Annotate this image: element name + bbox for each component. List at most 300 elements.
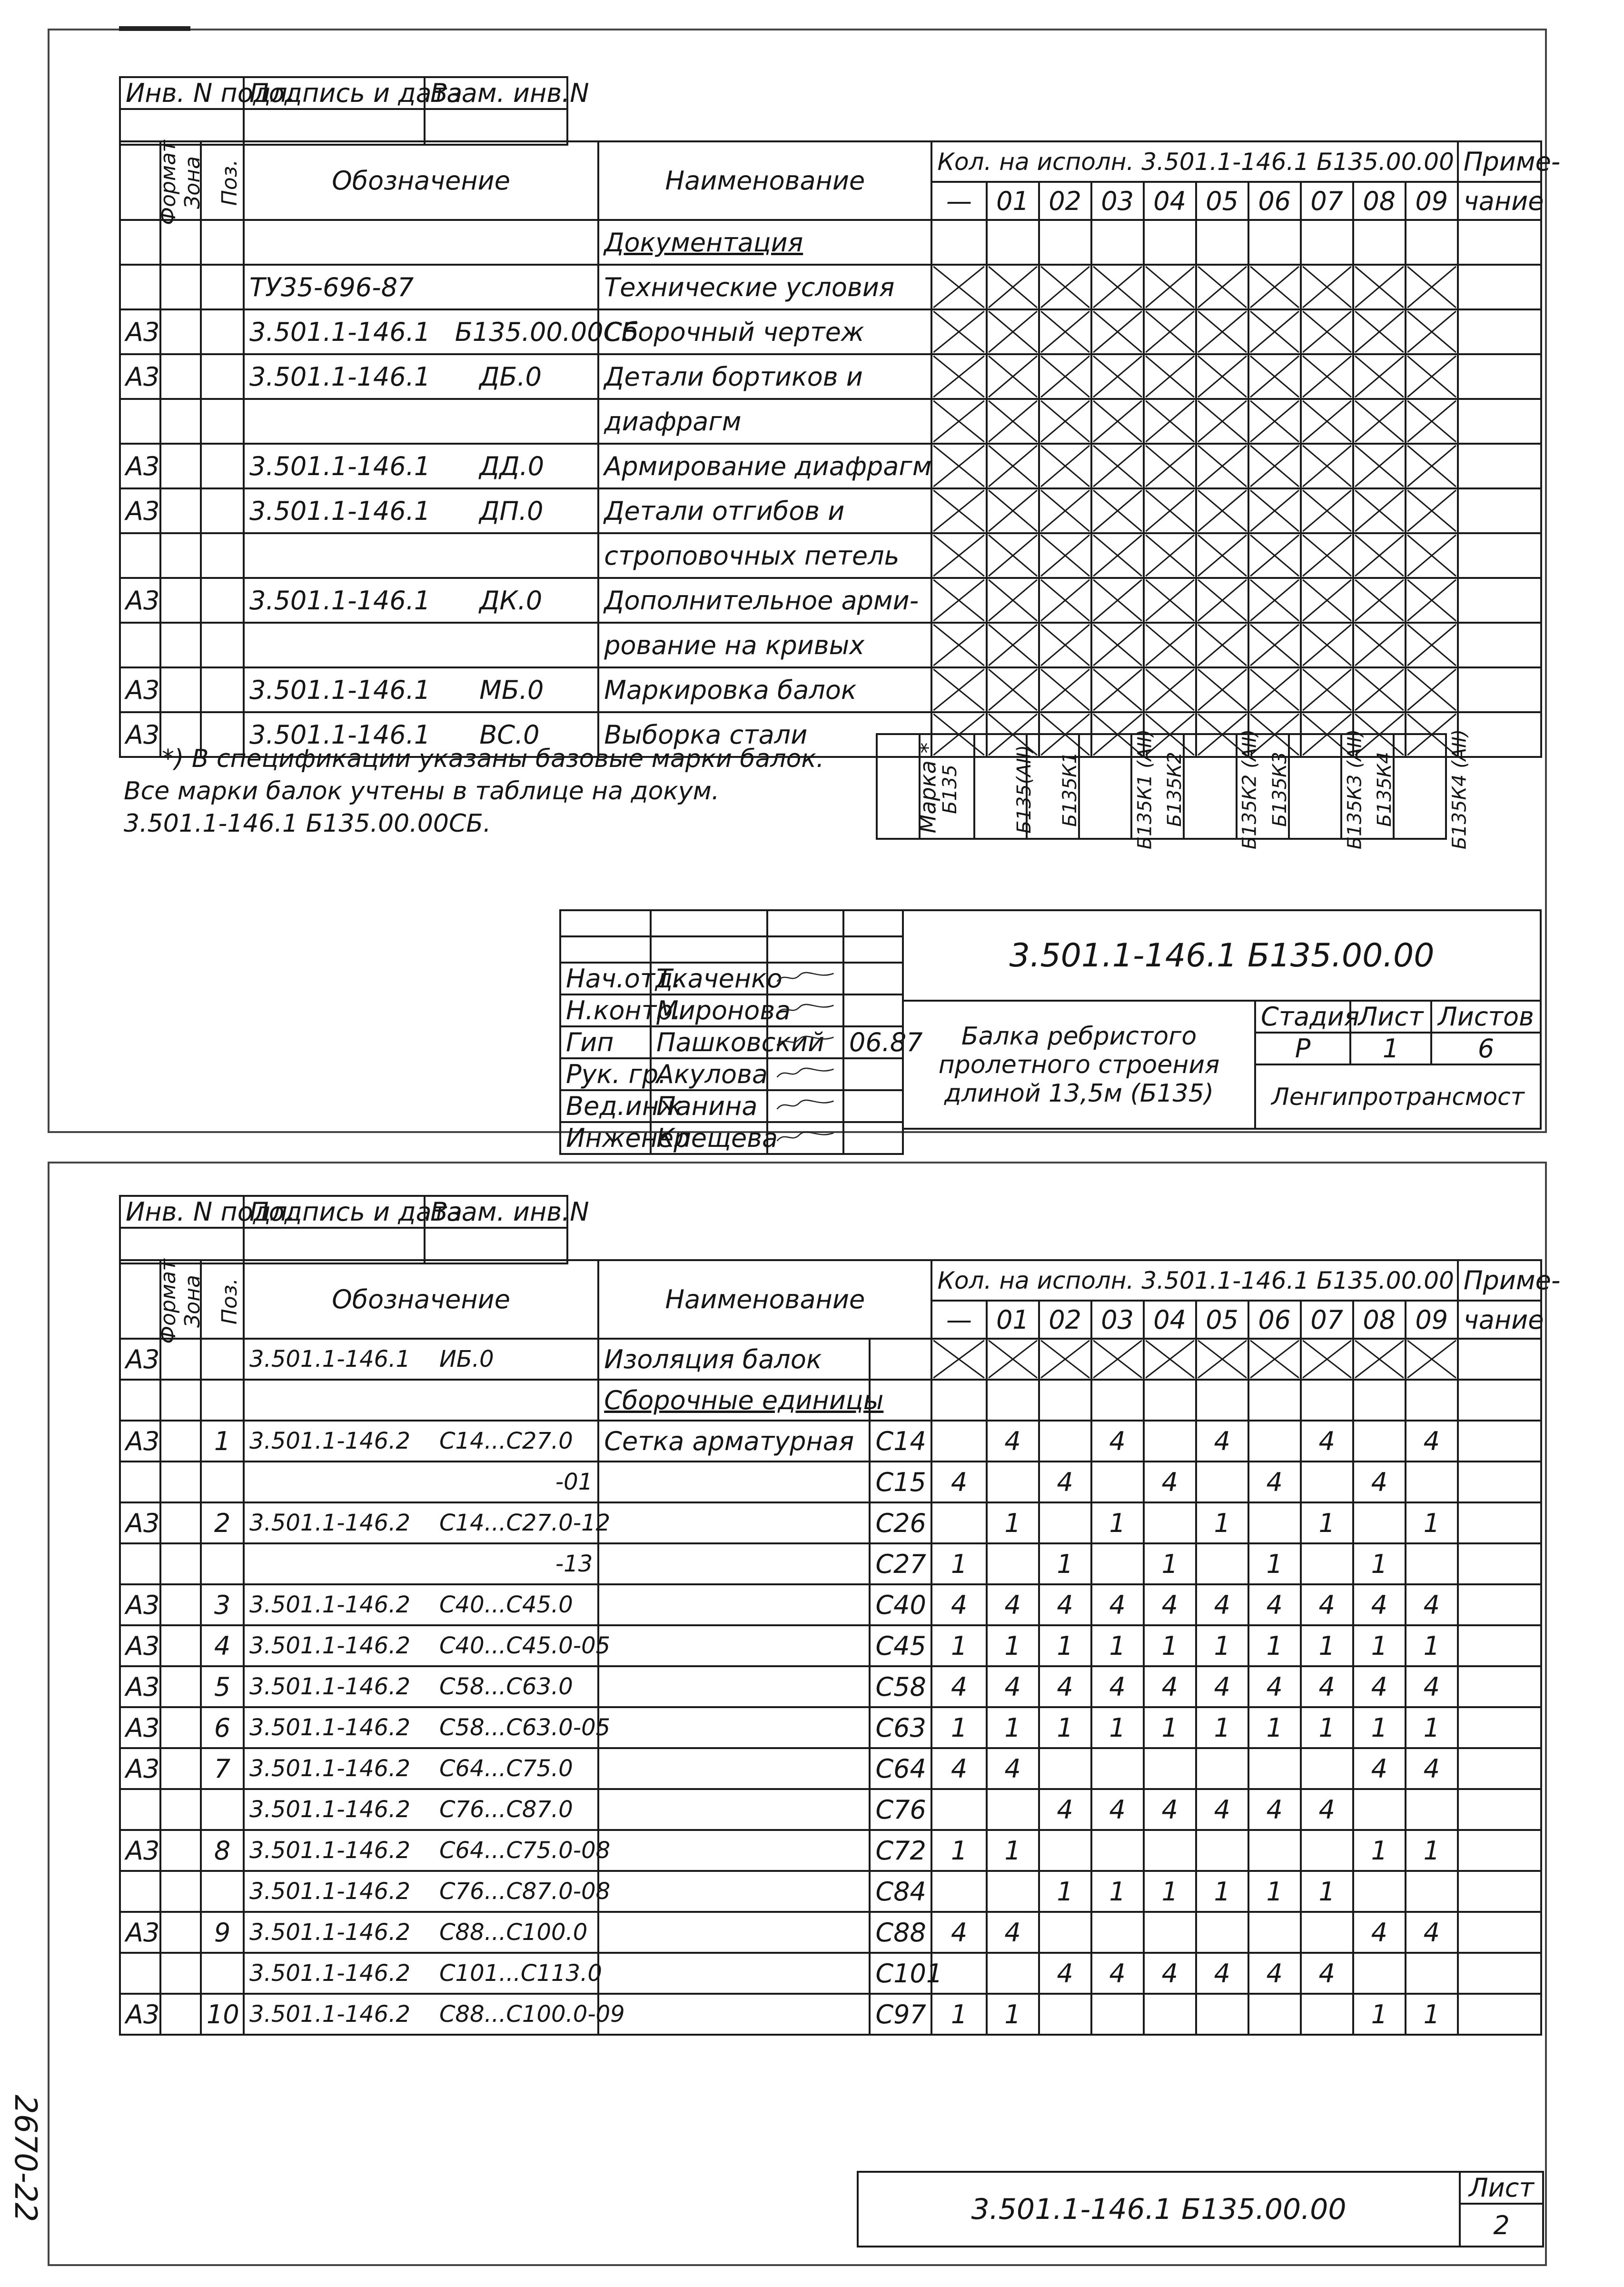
qty-cell bbox=[1406, 1789, 1458, 1830]
hdr-dash: — bbox=[931, 182, 986, 220]
row-prim bbox=[1458, 533, 1541, 578]
signature-row bbox=[560, 1122, 903, 1154]
listov-label: Листов bbox=[1431, 1001, 1541, 1033]
qty-cell bbox=[987, 309, 1039, 354]
row-naimenovanie bbox=[598, 1625, 870, 1666]
qty-cell bbox=[1039, 1421, 1091, 1462]
row-oboznachenie bbox=[244, 1380, 598, 1421]
person-date bbox=[843, 994, 903, 1026]
qty-cell: 1 bbox=[1248, 1707, 1301, 1748]
top-spec-table bbox=[119, 140, 1561, 758]
row-poz bbox=[201, 1789, 244, 1830]
title-name-1: Балка ребристого bbox=[961, 1022, 1197, 1051]
qty-cell bbox=[1406, 1953, 1458, 1994]
qty-cell: 4 bbox=[1301, 1789, 1353, 1830]
person-date: 06.87 bbox=[843, 1026, 903, 1058]
qty-cell bbox=[1406, 533, 1458, 578]
qty-cell bbox=[1353, 1953, 1406, 1994]
table-row bbox=[120, 623, 1541, 667]
person-role: Инженер bbox=[560, 1122, 651, 1154]
qty-cell bbox=[1039, 1912, 1091, 1953]
person-signature bbox=[767, 1090, 843, 1122]
qty-cell bbox=[1301, 399, 1353, 444]
row-prim bbox=[1458, 1707, 1541, 1748]
table-row bbox=[120, 309, 1541, 354]
row-oboznachenie: 3.501.1-146.2 С88...С100.0 bbox=[244, 1912, 598, 1953]
side-number: 2670-22 bbox=[8, 2095, 43, 2222]
qty-cell bbox=[1039, 1748, 1091, 1789]
hdr-prim2: чание bbox=[1458, 182, 1541, 220]
person-signature bbox=[767, 1058, 843, 1090]
qty-cell bbox=[1301, 578, 1353, 623]
row-format bbox=[120, 1380, 160, 1421]
row-format bbox=[120, 623, 160, 667]
hdr-dash: — bbox=[931, 1301, 986, 1339]
qty-cell: 1 bbox=[1406, 1502, 1458, 1543]
qty-cell bbox=[1248, 1994, 1301, 2035]
row-oboznachenie: 3.501.1-146.1 Б135.00.00СБ bbox=[244, 309, 598, 354]
row-mark: С26 bbox=[870, 1502, 931, 1543]
qty-cell: 1 bbox=[1039, 1707, 1091, 1748]
qty-cell bbox=[1248, 1748, 1301, 1789]
qty-cell: 4 bbox=[1091, 1421, 1144, 1462]
footer-list-value: 2 bbox=[1460, 2204, 1543, 2247]
qty-cell: 1 bbox=[1091, 1707, 1144, 1748]
qty-cell: 4 bbox=[1091, 1666, 1144, 1707]
qty-cell bbox=[987, 1380, 1039, 1421]
table-row bbox=[120, 354, 1541, 399]
hdr-ispoln-09: 09 bbox=[1406, 182, 1458, 220]
row-naimenovanie: Изоляция балок bbox=[598, 1339, 870, 1380]
hdr-ispoln-03: 03 bbox=[1091, 182, 1144, 220]
row-format bbox=[120, 1543, 160, 1584]
row-poz bbox=[201, 1543, 244, 1584]
person-signature bbox=[767, 1026, 843, 1058]
row-format: А3 bbox=[120, 1707, 160, 1748]
qty-cell bbox=[1196, 1462, 1248, 1502]
signature-row bbox=[560, 1058, 903, 1090]
qty-cell bbox=[1248, 220, 1301, 265]
row-naimenovanie: Армирование диафрагм bbox=[598, 444, 931, 488]
qty-cell: 1 bbox=[1248, 1871, 1301, 1912]
qty-cell bbox=[1091, 444, 1144, 488]
qty-cell bbox=[1039, 399, 1091, 444]
row-zona bbox=[160, 1871, 201, 1912]
qty-cell bbox=[1301, 1339, 1353, 1380]
qty-cell bbox=[987, 488, 1039, 533]
qty-cell: 4 bbox=[1353, 1666, 1406, 1707]
qty-cell bbox=[987, 265, 1039, 309]
person-date bbox=[843, 1122, 903, 1154]
qty-cell bbox=[931, 1789, 986, 1830]
strip-vzam: Взам. инв.N bbox=[425, 1196, 567, 1228]
hdr-ispoln-02: 02 bbox=[1039, 1301, 1091, 1339]
row-zona bbox=[160, 399, 201, 444]
qty-cell bbox=[1353, 623, 1406, 667]
row-naimenovanie bbox=[598, 1462, 870, 1502]
row-format: А3 bbox=[120, 1830, 160, 1871]
qty-cell: 4 bbox=[1406, 1912, 1458, 1953]
row-naimenovanie bbox=[598, 1953, 870, 1994]
qty-cell bbox=[1144, 488, 1196, 533]
qty-cell bbox=[931, 623, 986, 667]
qty-cell: 4 bbox=[987, 1666, 1039, 1707]
row-zona bbox=[160, 667, 201, 712]
qty-cell: 1 bbox=[987, 1502, 1039, 1543]
table-row bbox=[120, 1625, 1541, 1666]
row-naimenovanie: Дополнительное арми- bbox=[598, 578, 931, 623]
row-zona bbox=[160, 1789, 201, 1830]
row-format bbox=[120, 533, 160, 578]
row-poz bbox=[201, 1339, 244, 1380]
qty-cell bbox=[1301, 667, 1353, 712]
bottom-stamp-strip bbox=[119, 1195, 589, 1264]
qty-cell: 1 bbox=[987, 1625, 1039, 1666]
listov-value: 6 bbox=[1431, 1033, 1541, 1064]
qty-cell bbox=[1039, 488, 1091, 533]
row-oboznachenie: 3.501.1-146.1 ИБ.0 bbox=[244, 1339, 598, 1380]
qty-cell: 1 bbox=[931, 1625, 986, 1666]
qty-cell bbox=[931, 444, 986, 488]
qty-cell bbox=[1353, 488, 1406, 533]
hdr-naimenovanie: Наименование bbox=[598, 1260, 931, 1339]
row-zona bbox=[160, 1380, 201, 1421]
qty-cell bbox=[1301, 1462, 1353, 1502]
row-poz: 1 bbox=[201, 1421, 244, 1462]
qty-cell bbox=[1353, 1502, 1406, 1543]
qty-cell bbox=[1091, 354, 1144, 399]
qty-cell bbox=[1248, 1502, 1301, 1543]
marka-value: Б135К4 bbox=[1373, 751, 1396, 827]
qty-cell bbox=[1196, 309, 1248, 354]
qty-cell: 1 bbox=[1301, 1625, 1353, 1666]
row-naimenovanie bbox=[598, 1707, 870, 1748]
qty-cell bbox=[1353, 1380, 1406, 1421]
row-format: А3 bbox=[120, 1994, 160, 2035]
qty-cell bbox=[931, 354, 986, 399]
title-name bbox=[903, 1001, 1255, 1129]
row-format: А3 bbox=[120, 488, 160, 533]
qty-cell: 4 bbox=[1301, 1953, 1353, 1994]
qty-cell bbox=[1196, 578, 1248, 623]
qty-cell: 4 bbox=[1091, 1584, 1144, 1625]
qty-cell bbox=[1248, 265, 1301, 309]
row-zona bbox=[160, 578, 201, 623]
qty-cell: 1 bbox=[987, 1994, 1039, 2035]
qty-cell: 4 bbox=[1091, 1789, 1144, 1830]
marka-table bbox=[876, 729, 1471, 849]
title-code: 3.501.1-146.1 Б135.00.00 bbox=[903, 910, 1541, 1001]
qty-cell: 1 bbox=[1144, 1707, 1196, 1748]
qty-cell bbox=[1144, 1912, 1196, 1953]
row-oboznachenie: 3.501.1-146.1 ДБ.0 bbox=[244, 354, 598, 399]
row-prim bbox=[1458, 1380, 1541, 1421]
qty-cell bbox=[1196, 444, 1248, 488]
row-poz: 3 bbox=[201, 1584, 244, 1625]
person-name: Панина bbox=[651, 1090, 767, 1122]
hdr-ispoln-09: 09 bbox=[1406, 1301, 1458, 1339]
qty-cell bbox=[1091, 1380, 1144, 1421]
hdr-ispoln-02: 02 bbox=[1039, 182, 1091, 220]
marka-cell bbox=[1289, 729, 1366, 849]
row-prim bbox=[1458, 1339, 1541, 1380]
qty-cell: 1 bbox=[1353, 1707, 1406, 1748]
qty-cell: 4 bbox=[931, 1748, 986, 1789]
qty-cell bbox=[987, 623, 1039, 667]
qty-cell bbox=[1406, 1871, 1458, 1912]
qty-cell bbox=[1248, 578, 1301, 623]
note-line-3: 3.501.1-146.1 Б135.00.00СБ. bbox=[124, 809, 491, 838]
qty-cell bbox=[1039, 1502, 1091, 1543]
qty-cell bbox=[987, 1871, 1039, 1912]
row-mark: С76 bbox=[870, 1789, 931, 1830]
row-zona bbox=[160, 533, 201, 578]
qty-cell bbox=[1144, 265, 1196, 309]
row-format: А3 bbox=[120, 1421, 160, 1462]
qty-cell bbox=[987, 1953, 1039, 1994]
qty-cell: 1 bbox=[1091, 1502, 1144, 1543]
qty-cell: 4 bbox=[1353, 1584, 1406, 1625]
table-row bbox=[120, 1380, 1541, 1421]
qty-cell bbox=[1144, 354, 1196, 399]
hdr-prim: Приме- bbox=[1458, 1260, 1541, 1301]
row-mark: С63 bbox=[870, 1707, 931, 1748]
marka-value: Б135К2 (АII) bbox=[1238, 729, 1261, 849]
signature-row bbox=[560, 963, 903, 994]
row-format bbox=[120, 1953, 160, 1994]
qty-cell bbox=[1406, 265, 1458, 309]
row-zona bbox=[160, 309, 201, 354]
qty-cell bbox=[1144, 399, 1196, 444]
qty-cell bbox=[931, 1502, 986, 1543]
qty-cell bbox=[987, 444, 1039, 488]
row-poz: 2 bbox=[201, 1502, 244, 1543]
qty-cell: 4 bbox=[1039, 1666, 1091, 1707]
hdr-oboznachenie: Обозначение bbox=[244, 141, 598, 220]
qty-cell bbox=[931, 265, 986, 309]
qty-cell: 4 bbox=[1144, 1462, 1196, 1502]
qty-cell: 4 bbox=[1039, 1462, 1091, 1502]
qty-cell bbox=[1406, 220, 1458, 265]
hdr-ispoln-05: 05 bbox=[1196, 1301, 1248, 1339]
qty-cell bbox=[1301, 220, 1353, 265]
row-prim bbox=[1458, 1543, 1541, 1584]
table-row bbox=[120, 667, 1541, 712]
row-format: А3 bbox=[120, 1584, 160, 1625]
qty-cell: 4 bbox=[1353, 1912, 1406, 1953]
qty-cell: 4 bbox=[1406, 1748, 1458, 1789]
marka-label: Марка * bbox=[877, 734, 920, 839]
qty-cell bbox=[1248, 623, 1301, 667]
qty-cell: 1 bbox=[1196, 1871, 1248, 1912]
row-oboznachenie: 3.501.1-146.2 С58...С63.0-05 bbox=[244, 1707, 598, 1748]
row-mark: С27 bbox=[870, 1543, 931, 1584]
row-poz bbox=[201, 309, 244, 354]
qty-cell: 4 bbox=[1406, 1584, 1458, 1625]
qty-cell: 4 bbox=[1248, 1953, 1301, 1994]
qty-cell bbox=[1091, 1462, 1144, 1502]
row-poz bbox=[201, 444, 244, 488]
row-poz bbox=[201, 623, 244, 667]
qty-cell: 1 bbox=[1353, 1625, 1406, 1666]
qty-cell: 1 bbox=[1144, 1625, 1196, 1666]
list-label: Лист bbox=[1350, 1001, 1431, 1033]
qty-cell bbox=[931, 578, 986, 623]
row-prim bbox=[1458, 1953, 1541, 1994]
row-oboznachenie: 3.501.1-146.2 С40...С45.0 bbox=[244, 1584, 598, 1625]
hdr-kol: Кол. на исполн. 3.501.1-146.1 Б135.00.00 bbox=[931, 1260, 1457, 1301]
row-naimenovanie: диафрагм bbox=[598, 399, 931, 444]
row-format: А3 bbox=[120, 667, 160, 712]
qty-cell bbox=[1248, 533, 1301, 578]
qty-cell: 4 bbox=[1248, 1666, 1301, 1707]
qty-cell: 1 bbox=[931, 1830, 986, 1871]
row-mark: С72 bbox=[870, 1830, 931, 1871]
signature-row bbox=[560, 994, 903, 1026]
table-row bbox=[120, 488, 1541, 533]
qty-cell bbox=[1406, 667, 1458, 712]
hdr-ispoln-08: 08 bbox=[1353, 1301, 1406, 1339]
qty-cell: 4 bbox=[1196, 1953, 1248, 1994]
qty-cell bbox=[1248, 399, 1301, 444]
row-format: А3 bbox=[120, 1339, 160, 1380]
table-row bbox=[120, 1707, 1541, 1748]
row-naimenovanie bbox=[598, 1543, 870, 1584]
hdr-ispoln-07: 07 bbox=[1301, 182, 1353, 220]
marka-value: Б135К4 (АII) bbox=[1448, 729, 1471, 849]
qty-cell bbox=[1039, 265, 1091, 309]
qty-cell: 1 bbox=[931, 1994, 986, 2035]
qty-cell bbox=[1196, 1380, 1248, 1421]
qty-cell bbox=[1091, 265, 1144, 309]
qty-cell bbox=[987, 1462, 1039, 1502]
title-name-2: пролетного строения bbox=[938, 1050, 1220, 1079]
row-naimenovanie bbox=[598, 1994, 870, 2035]
qty-cell: 1 bbox=[1353, 1830, 1406, 1871]
qty-cell bbox=[1196, 1543, 1248, 1584]
row-oboznachenie: 3.501.1-146.2 С88...С100.0-09 bbox=[244, 1994, 598, 2035]
table-row bbox=[120, 1502, 1541, 1543]
row-format: А3 bbox=[120, 444, 160, 488]
strip-vzam: Взам. инв.N bbox=[425, 77, 567, 109]
qty-cell bbox=[1406, 1380, 1458, 1421]
qty-cell bbox=[1091, 488, 1144, 533]
row-naimenovanie bbox=[598, 1789, 870, 1830]
row-oboznachenie: 3.501.1-146.1 ДД.0 bbox=[244, 444, 598, 488]
hdr-kol: Кол. на исполн. 3.501.1-146.1 Б135.00.00 bbox=[931, 141, 1457, 182]
row-prim bbox=[1458, 1830, 1541, 1871]
table-row bbox=[120, 1543, 1541, 1584]
note-line-1: *) В спецификации указаны базовые марки балок. bbox=[162, 745, 824, 773]
qty-cell: 1 bbox=[1406, 1707, 1458, 1748]
person-name: Пашковский bbox=[651, 1026, 767, 1058]
qty-cell bbox=[1196, 533, 1248, 578]
qty-cell bbox=[1144, 1994, 1196, 2035]
qty-cell: 4 bbox=[1248, 1584, 1301, 1625]
qty-cell: 1 bbox=[1353, 1994, 1406, 2035]
row-zona bbox=[160, 1830, 201, 1871]
qty-cell bbox=[1196, 488, 1248, 533]
row-zona bbox=[160, 488, 201, 533]
qty-cell: 4 bbox=[1301, 1421, 1353, 1462]
row-oboznachenie bbox=[244, 399, 598, 444]
qty-cell: 4 bbox=[1301, 1584, 1353, 1625]
row-zona bbox=[160, 220, 201, 265]
qty-cell: 4 bbox=[1248, 1462, 1301, 1502]
row-format bbox=[120, 1462, 160, 1502]
qty-cell bbox=[1406, 399, 1458, 444]
row-poz bbox=[201, 667, 244, 712]
row-mark: С64 bbox=[870, 1748, 931, 1789]
row-format: А3 bbox=[120, 1666, 160, 1707]
row-oboznachenie: -01 bbox=[244, 1462, 598, 1502]
row-zona bbox=[160, 354, 201, 399]
strip-inv-podl: Инв. N подл. bbox=[120, 77, 244, 109]
qty-cell bbox=[1039, 309, 1091, 354]
table-row bbox=[120, 1748, 1541, 1789]
hdr-ispoln-07: 07 bbox=[1301, 1301, 1353, 1339]
strip-podpis: Подпись и дата bbox=[244, 77, 425, 109]
top-edge-marks bbox=[119, 26, 190, 31]
qty-cell bbox=[1091, 1830, 1144, 1871]
list-value: 1 bbox=[1350, 1033, 1431, 1064]
row-prim bbox=[1458, 1994, 1541, 2035]
row-format: А3 bbox=[120, 1748, 160, 1789]
qty-cell bbox=[1301, 1543, 1353, 1584]
person-signature bbox=[767, 1122, 843, 1154]
qty-cell bbox=[1301, 533, 1353, 578]
row-oboznachenie bbox=[244, 623, 598, 667]
footer-code: 3.501.1-146.1 Б135.00.00 bbox=[858, 2172, 1460, 2247]
qty-cell bbox=[1039, 220, 1091, 265]
row-prim bbox=[1458, 265, 1541, 309]
row-zona bbox=[160, 1912, 201, 1953]
row-format bbox=[120, 265, 160, 309]
row-naimenovanie bbox=[598, 1584, 870, 1625]
qty-cell bbox=[1039, 1380, 1091, 1421]
qty-cell: 4 bbox=[1091, 1953, 1144, 1994]
qty-cell bbox=[1039, 1830, 1091, 1871]
row-prim bbox=[1458, 444, 1541, 488]
hdr-ispoln-05: 05 bbox=[1196, 182, 1248, 220]
hdr-ispoln-01: 01 bbox=[987, 182, 1039, 220]
qty-cell bbox=[987, 1789, 1039, 1830]
person-name: Клещева bbox=[651, 1122, 767, 1154]
qty-cell bbox=[1144, 220, 1196, 265]
qty-cell: 1 bbox=[1091, 1871, 1144, 1912]
qty-cell bbox=[1091, 399, 1144, 444]
qty-cell bbox=[1353, 354, 1406, 399]
row-oboznachenie: 3.501.1-146.1 МБ.0 bbox=[244, 667, 598, 712]
note-line-2: Все марки балок учтены в таблице на докум. bbox=[124, 777, 720, 805]
row-prim bbox=[1458, 578, 1541, 623]
row-oboznachenie: 3.501.1-146.2 С76...С87.0-08 bbox=[244, 1871, 598, 1912]
hdr-poz: Поз. bbox=[201, 1260, 244, 1339]
row-prim bbox=[1458, 1748, 1541, 1789]
qty-cell bbox=[1144, 1830, 1196, 1871]
qty-cell: 1 bbox=[987, 1830, 1039, 1871]
qty-cell bbox=[987, 1339, 1039, 1380]
table-row bbox=[120, 1789, 1541, 1830]
qty-cell bbox=[1039, 1339, 1091, 1380]
qty-cell bbox=[1248, 309, 1301, 354]
row-format: А3 bbox=[120, 712, 160, 757]
row-poz bbox=[201, 1953, 244, 1994]
qty-cell: 1 bbox=[1144, 1871, 1196, 1912]
row-prim bbox=[1458, 1625, 1541, 1666]
qty-cell bbox=[1196, 1830, 1248, 1871]
qty-cell bbox=[931, 667, 986, 712]
